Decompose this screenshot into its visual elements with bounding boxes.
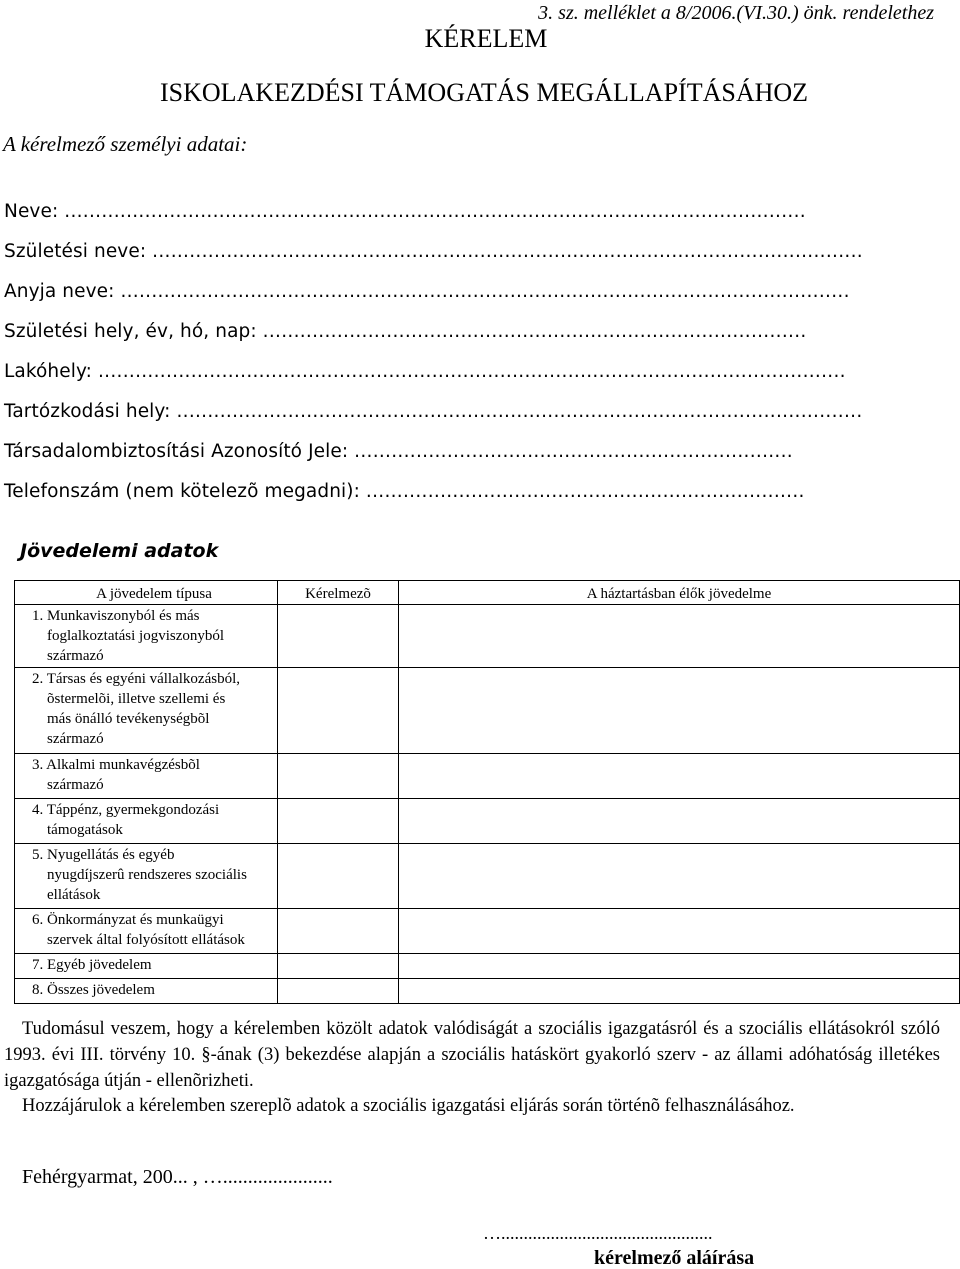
fill-line: .........................................................................................................................	[97, 361, 846, 382]
form-subtitle: ISKOLAKEZDÉSI TÁMOGATÁS MEGÁLLAPÍTÁSÁHOZ	[159, 78, 809, 107]
applicant-amount-cell[interactable]	[278, 909, 399, 954]
row-label: 1. Munkaviszonyból és más	[32, 608, 200, 624]
table-header-row	[15, 581, 960, 605]
signature-label: kérelmező aláírása	[594, 1247, 755, 1269]
place-date-line[interactable]: Fehérgyarmat, 200... , …......................	[22, 1166, 333, 1188]
row-label-cont: ellátások	[47, 887, 101, 903]
field-social-security-number[interactable]	[4, 441, 793, 462]
row-label-cont: támogatások	[47, 822, 123, 838]
row-label: 5. Nyugellátás és egyéb	[32, 847, 175, 863]
table-row-total	[15, 979, 960, 1004]
household-amount-cell[interactable]	[399, 844, 960, 909]
field-label: Telefonszám (nem kötelezõ megadni):	[4, 481, 366, 502]
row-label: 6. Önkormányzat és munkaügyi	[32, 912, 224, 928]
household-amount-cell[interactable]	[399, 605, 960, 668]
consent-paragraph: Hozzájárulok a kérelemben szereplõ adatok a szociális igazgatási eljárás során történõ felhasználásához.	[22, 1096, 795, 1116]
applicant-amount-cell[interactable]	[278, 605, 399, 668]
field-label: Anyja neve:	[4, 281, 121, 302]
row-label-cont: nyugdíjszerû rendszeres szociális	[47, 867, 247, 883]
field-birth-place-date[interactable]	[4, 321, 807, 342]
row-label-cont: õstermelõi, illetve szellemi és	[47, 691, 226, 707]
income-type-cell	[15, 754, 278, 799]
applicant-amount-cell[interactable]	[278, 668, 399, 754]
fill-line: ......................................................................................................................	[120, 281, 850, 302]
field-label: Tartózkodási hely:	[4, 401, 177, 422]
signature-line[interactable]: …...............................................	[483, 1223, 713, 1243]
fill-line: .......................................................................	[365, 481, 805, 502]
table-row	[15, 844, 960, 909]
row-label: 2. Társas és egyéni vállalkozásból,	[32, 671, 240, 687]
field-label: Lakóhely:	[4, 361, 98, 382]
income-type-cell	[15, 799, 278, 844]
row-label-cont: származó	[47, 777, 104, 793]
field-label: Társadalombiztosítási Azonosító Jele:	[4, 441, 355, 462]
declaration-paragraph: Tudomásul veszem, hogy a kérelemben közölt adatok valódiságát a szociális igazgatásról és a szociális ellátásokról szóló 1993. évi III. törvény 10. §-ának (3) bekezdése alapján a szociális hatáskört gyakorló szerv - az állami adóhatóság illetékes igazgatósága útján - ellenõrizheti.	[4, 1019, 940, 1091]
fill-line: .......................................................................	[354, 441, 793, 462]
column-header-applicant: Kérelmezõ	[278, 581, 399, 605]
income-type-cell	[15, 979, 278, 1004]
field-label: Születési neve:	[4, 241, 153, 262]
household-amount-cell[interactable]	[399, 909, 960, 954]
field-mother-name[interactable]	[4, 281, 850, 302]
applicant-amount-cell[interactable]	[278, 754, 399, 799]
row-label: 4. Táppénz, gyermekgondozási	[32, 802, 220, 818]
form-title: KÉRELEM	[424, 24, 548, 53]
field-stay-address[interactable]	[4, 401, 863, 422]
table-row	[15, 954, 960, 979]
row-label-cont: más önálló tevékenységbõl	[47, 711, 210, 727]
row-label-cont: szervek által folyósított ellátások	[47, 932, 245, 948]
row-label: 3. Alkalmi munkavégzésbõl	[32, 757, 200, 773]
income-type-cell	[15, 954, 278, 979]
household-amount-cell[interactable]	[399, 799, 960, 844]
fill-line: ...............................................................................................................	[176, 401, 863, 422]
income-type-cell	[15, 668, 278, 754]
applicant-amount-cell[interactable]	[278, 799, 399, 844]
household-amount-cell[interactable]	[399, 954, 960, 979]
table-row	[15, 605, 960, 668]
field-label: Születési hely, év, hó, nap:	[4, 321, 263, 342]
applicant-amount-cell[interactable]	[278, 844, 399, 909]
field-residence[interactable]	[4, 361, 846, 382]
income-table	[14, 580, 960, 1004]
column-header-household: A háztartásban élők jövedelme	[399, 581, 960, 605]
fill-line: ...................................................................................................................	[152, 241, 863, 262]
fill-line: ........................................................................................................................	[64, 201, 806, 222]
table-row	[15, 754, 960, 799]
column-header-income-type: A jövedelem típusa	[15, 581, 278, 605]
field-label: Neve:	[4, 201, 65, 222]
field-phone[interactable]	[4, 481, 805, 502]
household-amount-cell[interactable]	[399, 668, 960, 754]
table-row	[15, 799, 960, 844]
applicant-amount-cell[interactable]	[278, 954, 399, 979]
row-label-cont: származó	[47, 648, 104, 664]
household-amount-cell[interactable]	[399, 754, 960, 799]
field-name[interactable]	[4, 201, 806, 222]
personal-data-heading: A kérelmező személyi adatai:	[3, 132, 248, 156]
table-row	[15, 909, 960, 954]
income-heading: Jövedelemi adatok	[20, 540, 219, 562]
row-label-cont: foglalkoztatási jogviszonyból	[47, 628, 225, 644]
annex-reference: 3. sz. melléklet a 8/2006.(VI.30.) önk. rendelethez	[538, 2, 934, 24]
income-type-cell	[15, 844, 278, 909]
applicant-amount-cell[interactable]	[278, 979, 399, 1004]
row-label-cont: származó	[47, 731, 104, 747]
field-birth-name[interactable]	[4, 241, 863, 262]
income-type-cell	[15, 605, 278, 668]
row-label: 8. Összes jövedelem	[32, 982, 155, 998]
income-type-cell	[15, 909, 278, 954]
row-label: 7. Egyéb jövedelem	[32, 957, 152, 973]
household-amount-cell[interactable]	[399, 979, 960, 1004]
fill-line: ........................................................................................	[262, 321, 807, 342]
table-row	[15, 668, 960, 754]
